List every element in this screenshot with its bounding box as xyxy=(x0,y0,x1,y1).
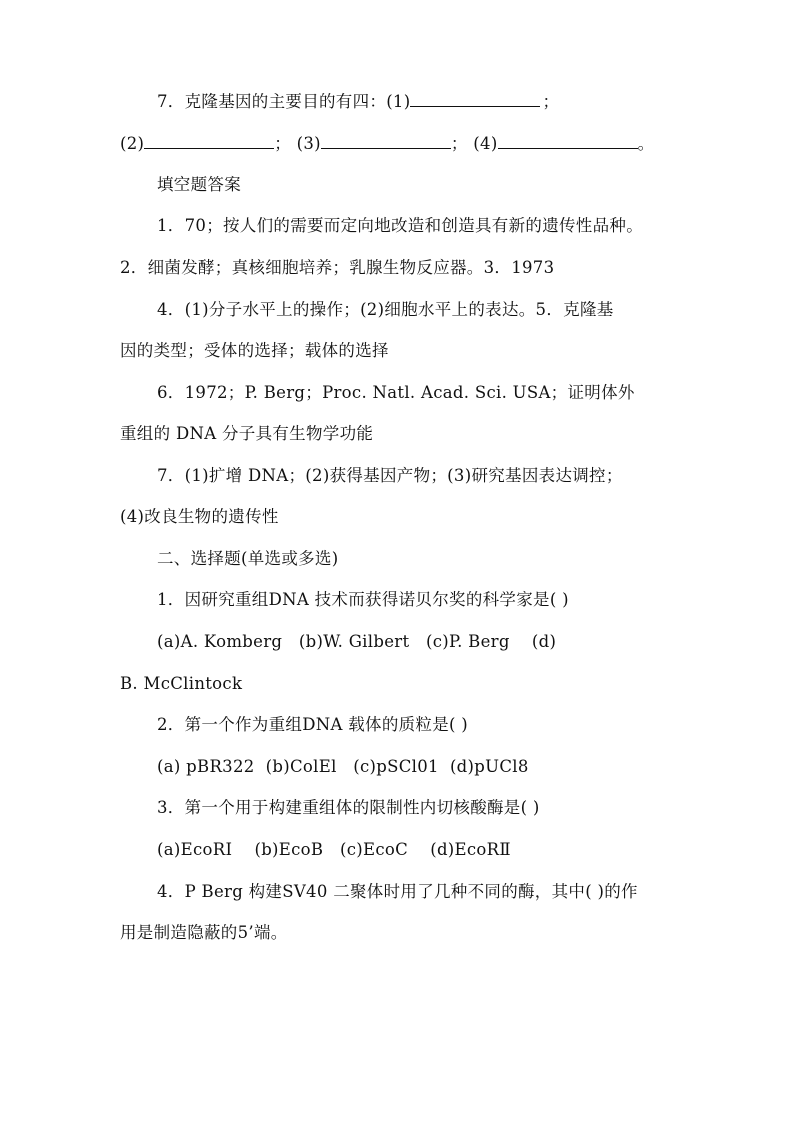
answer-line-6: 重组的 DNA 分子具有生物学功能 xyxy=(120,424,374,443)
answer-line-4: 因的类型；受体的选择；载体的选择 xyxy=(120,341,389,360)
q7-fill-line-1 xyxy=(157,90,559,113)
blank-3-end: ； xyxy=(450,134,468,153)
q4-stem-cont: 用是制造隐蔽的5’端。 xyxy=(120,923,288,942)
q1-options-cont: B. McClintock xyxy=(120,674,243,693)
answer-line-8: (4)改良生物的遗传性 xyxy=(120,507,279,526)
answer-line-5: 6．1972；P. Berg；Proc. Natl. Acad. Sci. USA；证明体外 xyxy=(157,383,635,402)
blank-1-end: ； xyxy=(542,92,560,111)
answer-line-1: 1．70；按人们的需要而定向地改造和创造具有新的遗传性品种。 xyxy=(157,216,643,235)
q2-options: (a) pBR322 (b)ColEl (c)pSCl01 (d)pUCl8 xyxy=(157,757,529,776)
blank-4-label: (4) xyxy=(473,134,498,153)
blank-4[interactable] xyxy=(498,132,638,149)
q1-stem: 1．因研究重组DNA 技术而获得诺贝尔奖的科学家是( ) xyxy=(157,590,569,609)
blank-3[interactable] xyxy=(321,132,451,149)
answer-line-2: 2．细菌发酵；真核细胞培养；乳腺生物反应器。3．1973 xyxy=(120,258,555,277)
fill-answers-heading: 填空题答案 xyxy=(157,175,241,194)
blank-2-end: ； xyxy=(274,134,292,153)
q3-stem: 3．第一个用于构建重组体的限制性内切核酸酶是( ) xyxy=(157,798,540,817)
q7-intro: 7．克隆基因的主要目的有四：(1) xyxy=(157,92,411,111)
blank-1[interactable] xyxy=(410,90,540,107)
blank-4-end: 。 xyxy=(637,134,655,153)
choice-heading: 二、选择题(单选或多选) xyxy=(157,549,339,568)
q4-stem: 4．P Berg 构建SV40 二聚体时用了几种不同的酶，其中( )的作 xyxy=(157,882,638,901)
answer-line-3: 4．(1)分子水平上的操作；(2)细胞水平上的表达。5．克隆基 xyxy=(157,300,614,319)
blank-2-label: (2) xyxy=(120,134,145,153)
blank-3-label: (3) xyxy=(296,134,321,153)
q1-options: (a)A. Komberg (b)W. Gilbert (c)P. Berg (d) xyxy=(157,632,557,651)
q3-options: (a)EcoRI (b)EcoB (c)EcoC (d)EcoRⅡ xyxy=(157,840,511,859)
q7-fill-line-2 xyxy=(120,132,654,155)
blank-2[interactable] xyxy=(144,132,274,149)
answer-line-7: 7．(1)扩增 DNA；(2)获得基因产物；(3)研究基因表达调控； xyxy=(157,466,623,485)
q2-stem: 2．第一个作为重组DNA 载体的质粒是( ) xyxy=(157,715,469,734)
